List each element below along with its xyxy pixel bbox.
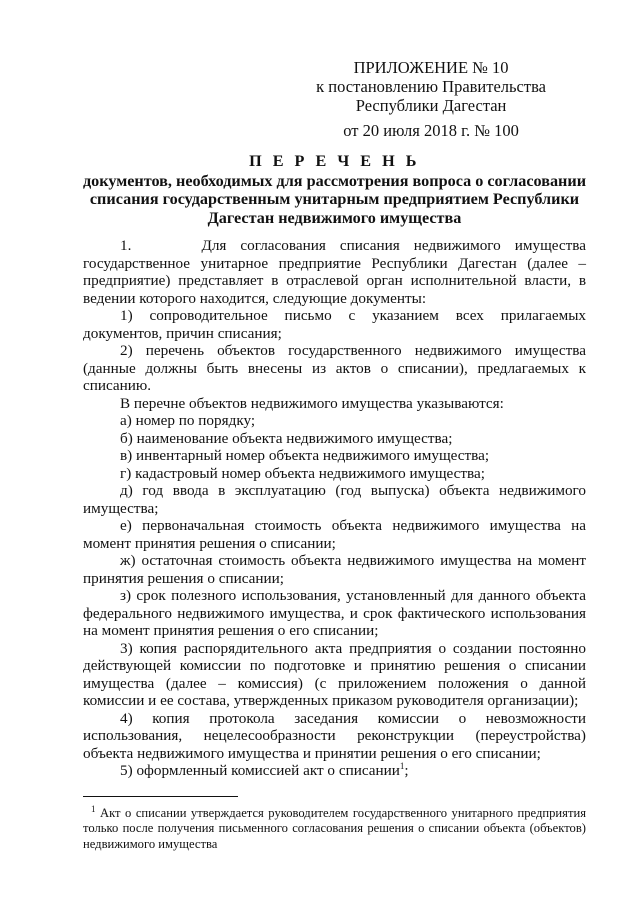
list-item-e: е) первоначальная стоимость объекта недвижимого имущества на момент принятия решения о списании; [83,517,586,552]
paragraph-item-3: 3) копия распорядительного акта предприятия о создании постоянно действующей комиссии по подготовке и принятию решения о списании имущества (далее – комиссия) (с приложением положения о данной комиссии и ее состава, утвержденных приказом руководителя организации); [83,639,586,709]
list-item-g: г) кадастровый номер объекта недвижимого имущества; [120,464,485,482]
list-item-z: з) срок полезного использования, установленный для данного объекта федерального недвижимого имущества, и срок фактического использования на момент принятия решения о его списании; [83,587,586,639]
title-line-2: списания государственным унитарным предприятием Республики [89,190,580,208]
title-line-3: Дагестан недвижимого имущества [207,208,462,227]
list-item-v: в) инвентарный номер объекта недвижимого имущества; [120,447,490,464]
title-word: П Е Р Е Ч Е Н Ь [249,152,420,170]
paragraph-1: 1. Для согласования списания недвижимого имущества государственное унитарное предприятие Республики Дагестан (далее – предприятие) представляет в отраслевой орган исполнительной власти, в ведении которого находится, следующие документы: [83,237,586,307]
appendix-republic: Республики Дагестан [355,96,507,115]
paragraph-item-5-text: 5) оформленный комиссией акт о списании [120,762,400,779]
footnote-reference: 1 [399,760,405,771]
document-body [83,237,586,780]
list-item-zh: ж) остаточная стоимость объекта недвижимого имущества на момент принятия решения о списании; [83,552,586,587]
paragraph-item-1: 1) сопроводительное письмо с указанием всех прилагаемых документов, причин списания; [83,307,586,342]
appendix-resolution-ref: к постановлению Правительства [316,77,546,96]
paragraph-item-2: 2) перечень объектов государственного недвижимого имущества (данные должны быть внесены из актов о списании), предлагаемых к списанию. [83,342,586,394]
list-item-b: б) наименование объекта недвижимого имущества; [120,429,453,447]
list-item-d: д) год ввода в эксплуатацию (год выпуска) объекта недвижимого имущества; [83,482,586,517]
paragraph-item-4: 4) копия протокола заседания комиссии о невозможности использования, нецелесообразности реконструкции (переустройства) объекта недвижимого имущества и принятии решения о его списании; [83,709,586,762]
paragraph-list-intro: В перечне объектов недвижимого имущества указываются: [120,394,504,412]
paragraph-item-5-end: ; [404,762,409,779]
document-title [82,152,587,227]
appendix-date-number: от 20 июля 2018 г. № 100 [343,121,519,140]
appendix-number: ПРИЛОЖЕНИЕ № 10 [353,58,509,77]
paragraph-item-5 [83,762,586,780]
title-line-1: документов, необходимых для рассмотрения вопроса о согласовании [82,171,587,190]
footnote [83,803,586,852]
list-item-a: а) номер по порядку; [120,412,256,429]
footnote-divider [83,796,238,797]
footnote-text: Акт о списании утверждается руководителем государственного унитарного предприятия только после получения письменного согласования решения о списании объекта (объектов) недвижимого имущества [83,806,586,851]
footnote-marker: 1 [91,803,96,814]
appendix-header [316,58,546,140]
